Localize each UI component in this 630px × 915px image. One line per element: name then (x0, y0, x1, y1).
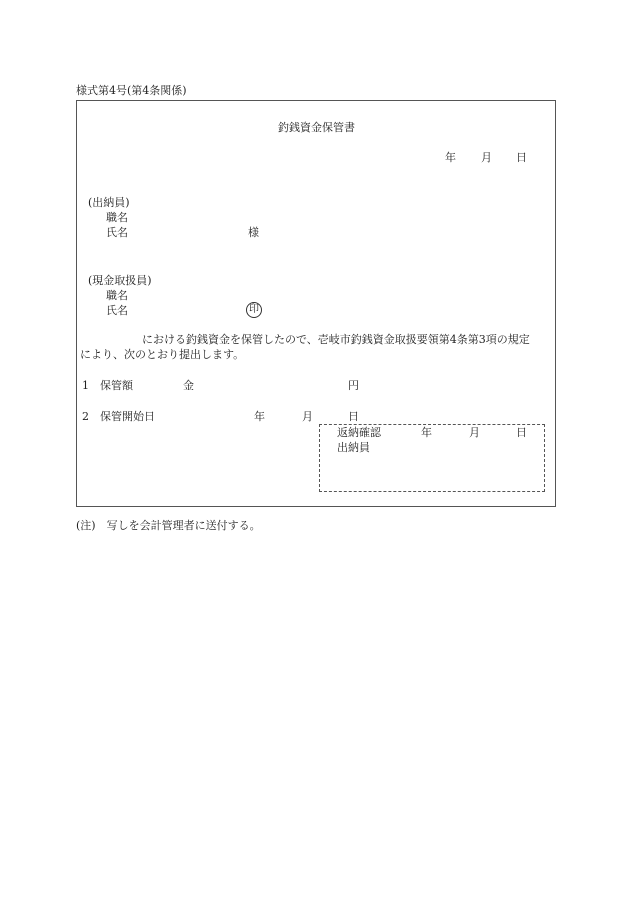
date-day: 日 (516, 151, 527, 164)
start-month: 月 (302, 410, 313, 423)
start-day: 日 (348, 410, 359, 423)
footnote: (注) 写しを会計管理者に送付する。 (76, 519, 261, 532)
cash-handler-heading: (現金取扱員) (88, 274, 152, 287)
cash-handler-position-label: 職名 (106, 289, 128, 302)
body-text-line1: における釣銭資金を保管したので、壱岐市釣銭資金取扱要領第4条第3項の規定 (142, 333, 530, 346)
return-confirmation-label: 返納確認 (337, 426, 381, 439)
date-month: 月 (481, 151, 492, 164)
date-year: 年 (445, 151, 456, 164)
return-day: 日 (516, 426, 527, 439)
return-year: 年 (421, 426, 432, 439)
item-label: 保管開始日 (100, 410, 155, 423)
return-officer-label: 出納員 (337, 441, 370, 454)
seal-mark-icon: 印 (246, 302, 262, 318)
return-month: 月 (469, 426, 480, 439)
document-title: 釣銭資金保管書 (278, 121, 355, 134)
item-number: 1 (82, 379, 89, 392)
honorific-sama: 様 (248, 226, 259, 239)
body-text-line2: により、次のとおり提出します。 (80, 348, 245, 361)
treasurer-heading: (出納員) (88, 196, 130, 209)
item-number: 2 (82, 410, 89, 423)
form-number-label: 様式第4号(第4条関係) (76, 84, 187, 97)
amount-prefix: 金 (183, 379, 194, 392)
treasurer-position-label: 職名 (106, 211, 128, 224)
cash-handler-name-label: 氏名 (106, 304, 128, 317)
start-year: 年 (254, 410, 265, 423)
amount-suffix-yen: 円 (348, 379, 359, 392)
item-label: 保管額 (100, 379, 133, 392)
treasurer-name-label: 氏名 (106, 226, 128, 239)
